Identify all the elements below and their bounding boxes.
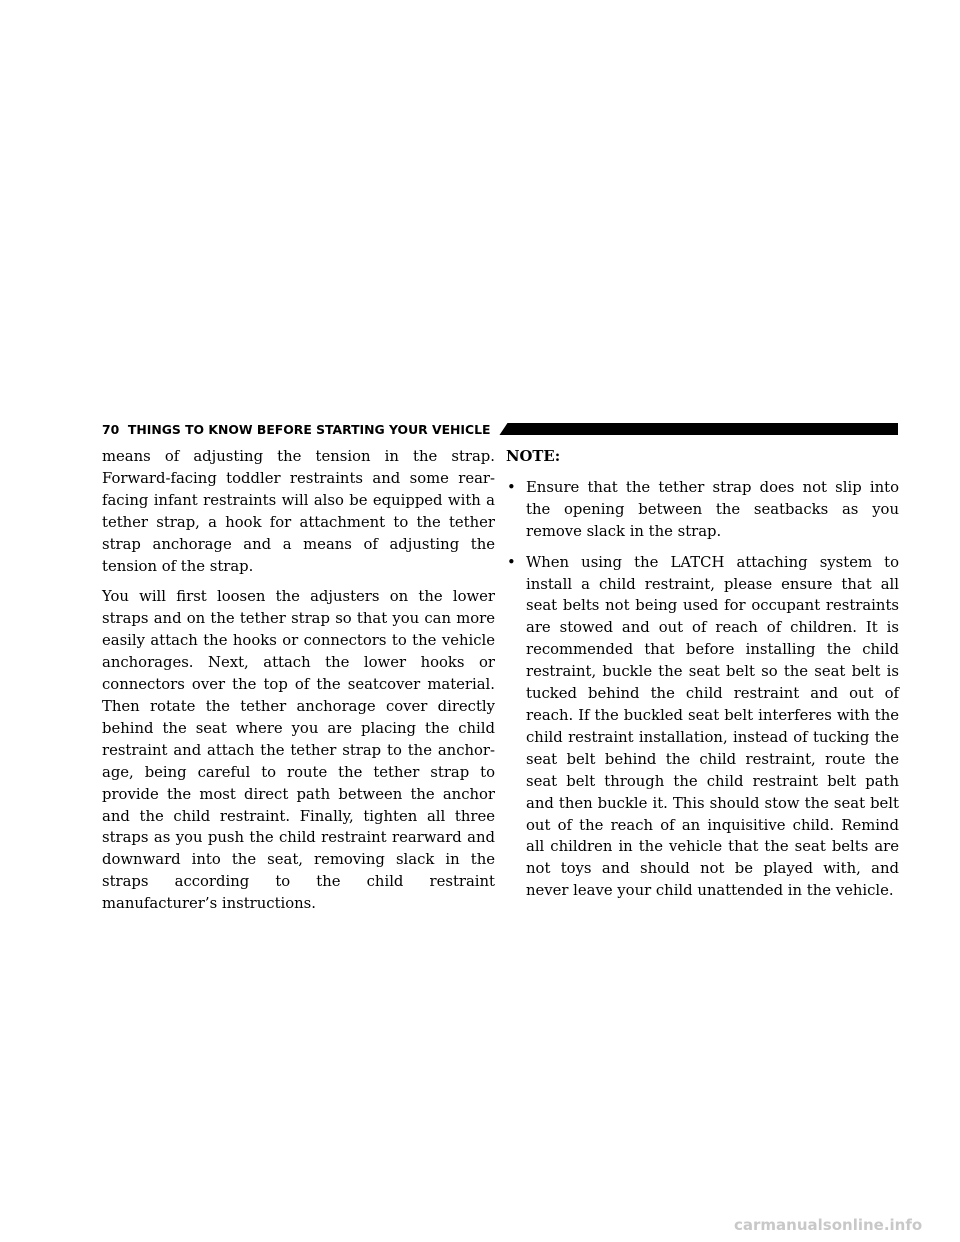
bullet-text: Ensure that the tether strap does not slip into the opening between the seatbacks as you remove slack in the strap.: [526, 478, 899, 540]
watermark-logo: carmanualsonline.info: [734, 1216, 923, 1234]
bullet-icon: •: [507, 478, 516, 496]
note-label: NOTE:: [506, 448, 561, 465]
body-paragraph: You will first loosen the adjusters on the lower straps and on the tether strap so that you can more easily attach the hooks or connectors to the vehicle anchorages. Next, attach the lower hooks or connectors over the top of the seatcover material. Then rotate the tether anchorage cover directly behind the seat where you are placing the child restraint and attach the tether strap to the anchor-age, being careful to route the tether strap to provide the most direct path between the anchor and the child restraint. Finally, tighten all three straps as you push the child restraint rearward and downward into the seat, removing slack in the straps according to the child restraint manufacturer’s instructions.: [102, 588, 495, 913]
right-column: [506, 446, 899, 911]
body-paragraph: means of adjusting the tension in the strap. Forward-facing toddler restraints and some rear-facing infant restraints will also be equipped with a tether strap, a hook for attachment to the tether strap anchorage and a means of adjusting the tension of the strap.: [102, 448, 495, 575]
bullet-item: [506, 552, 899, 903]
section-title: THINGS TO KNOW BEFORE STARTING YOUR VEHICLE: [127, 421, 491, 437]
header-text: [102, 422, 490, 437]
bullet-text: When using the LATCH attaching system to install a child restraint, please ensure that all seat belts not being used for occupant restraints are stowed and out of reach of children. It is recommended that before installing the child restraint, buckle the seat belt so the seat belt is tucked behind the child restraint and out of reach. If the buckled seat belt interferes with the child restraint installation, instead of tucking the seat belt behind the child restraint, route the seat belt through the child restraint belt path and then buckle it. This should stow the seat belt out of the reach of an inquisitive child. Remind all children in the vehicle that the seat belts are not toys and should not be played with, and never leave your child unattended in the vehicle.: [526, 553, 899, 900]
page-header: [102, 420, 898, 438]
header-rule: [499, 423, 898, 435]
bullet-icon: •: [507, 553, 516, 571]
left-column: [102, 446, 495, 924]
bullet-item: [506, 477, 899, 543]
page-number: 70: [102, 421, 120, 437]
